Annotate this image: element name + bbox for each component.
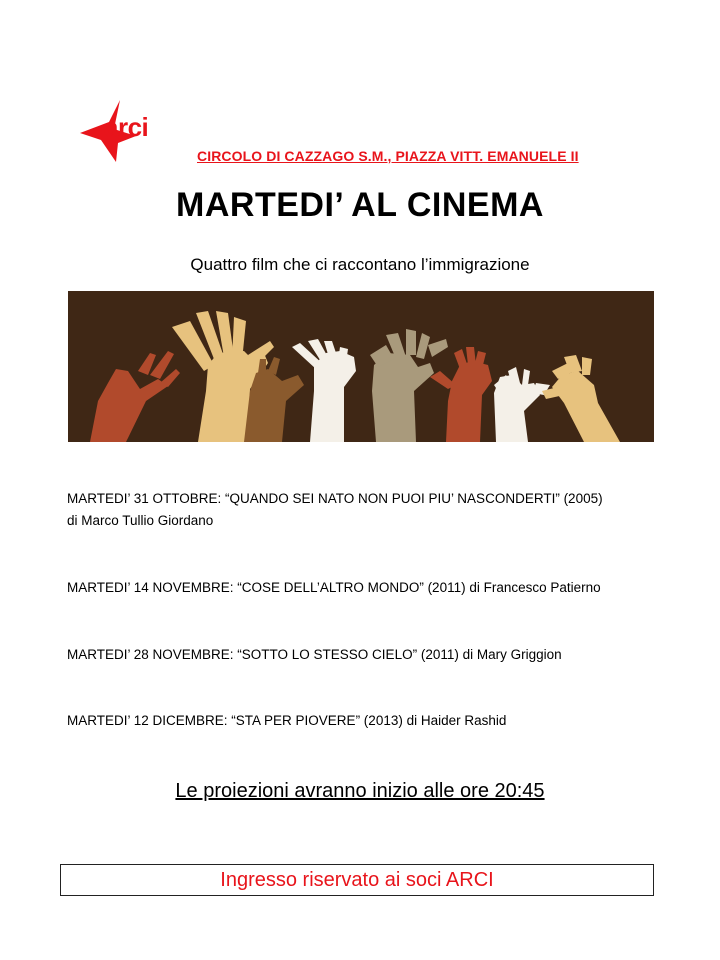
entry-note: Ingresso riservato ai soci ARCI bbox=[220, 868, 494, 891]
page-subtitle: Quattro film che ci raccontano l’immigrazione bbox=[190, 255, 530, 274]
arci-logo bbox=[76, 100, 186, 166]
film-director-line: di Marco Tullio Giordano bbox=[67, 513, 214, 528]
logo-text: arci bbox=[104, 112, 149, 142]
club-address: CIRCOLO DI CAZZAGO S.M., PIAZZA VITT. EMANUELE II bbox=[197, 148, 579, 164]
film-listing-4 bbox=[67, 710, 667, 732]
film-listing-1 bbox=[67, 488, 667, 532]
entry-note-box bbox=[60, 864, 654, 896]
film-listing-2 bbox=[67, 577, 667, 599]
film-listing-3 bbox=[67, 644, 667, 666]
raised-hands-banner bbox=[68, 291, 654, 442]
film-listing-line: MARTEDI’ 31 OTTOBRE: “QUANDO SEI NATO NON PUOI PIU’ NASCONDERTI” (2005) bbox=[67, 491, 603, 506]
page-title: MARTEDI’ AL CINEMA bbox=[176, 186, 544, 224]
film-listing-line: MARTEDI’ 28 NOVEMBRE: “SOTTO LO STESSO CIELO” (2011) di Mary Griggion bbox=[67, 647, 562, 662]
film-listing-line: MARTEDI’ 14 NOVEMBRE: “COSE DELL’ALTRO MONDO” (2011) di Francesco Patierno bbox=[67, 580, 601, 595]
start-time-note: Le proiezioni avranno inizio alle ore 20:45 bbox=[175, 780, 545, 802]
film-listing-line: MARTEDI’ 12 DICEMBRE: “STA PER PIOVERE” (2013) di Haider Rashid bbox=[67, 713, 507, 728]
